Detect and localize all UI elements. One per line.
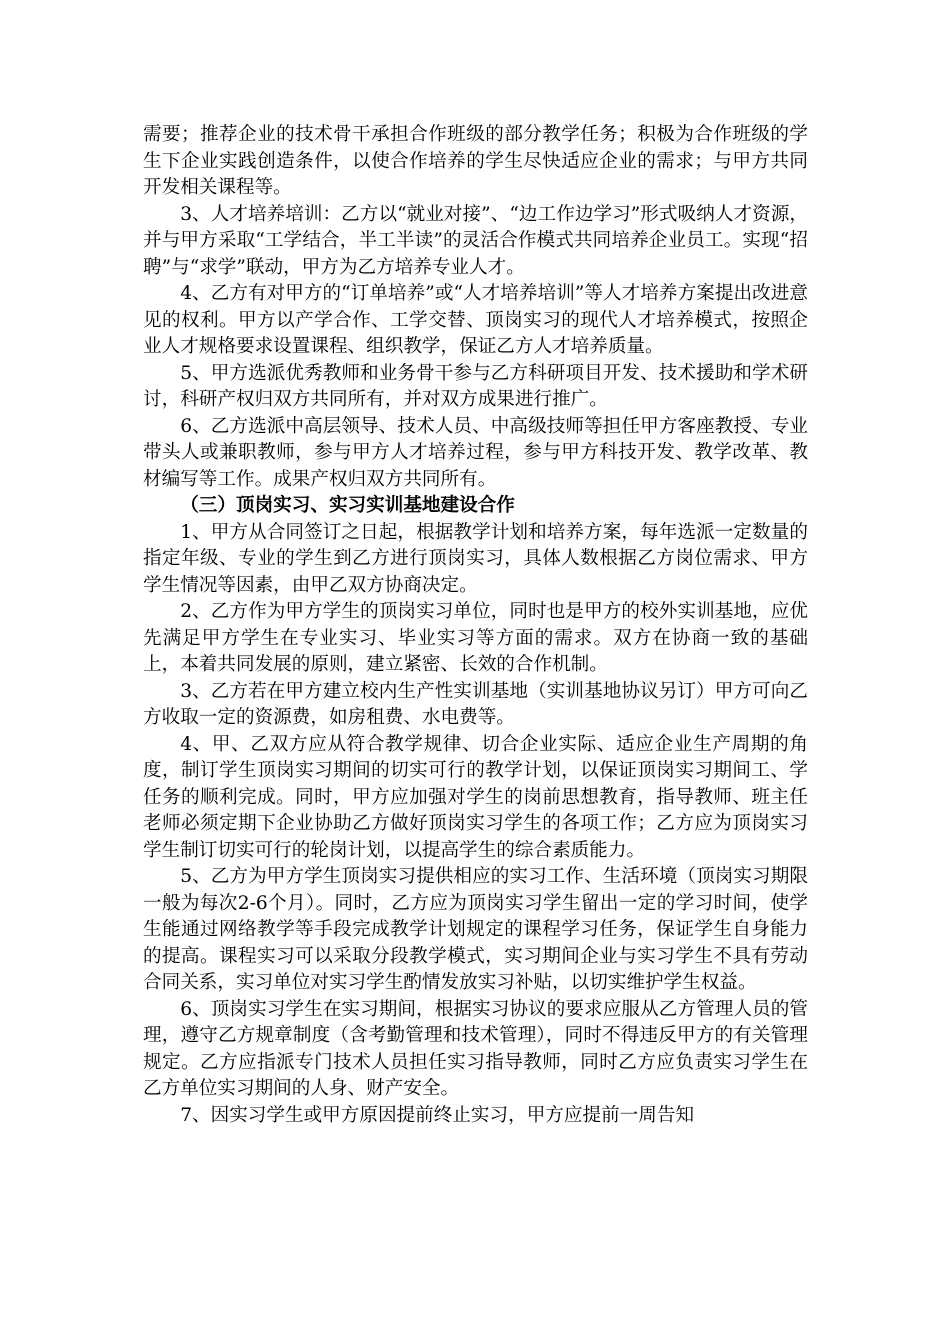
paragraph-management: 6、顶岗实习学生在实习期间，根据实习协议的要求应服从乙方管理人员的管理，遵守乙方规章制度（含考勤管理和技术管理），同时不得违反甲方的有关管理规定。乙方应指派专门技术人员担任实习指导教师，同时乙方应负责实习学生在乙方单位实习期间的人身、财产安全。 — [143, 998, 808, 1099]
document-body — [143, 122, 808, 1129]
paragraph-internship-students: 1、甲方从合同签订之日起，根据教学计划和培养方案，每年选派一定数量的指定年级、专业的学生到乙方进行顶岗实习，具体人数根据乙方岗位需求、甲方学生情况等因素，由甲乙双方协商决定。 — [143, 521, 808, 596]
paragraph-work-environment: 5、乙方为甲方学生顶岗实习提供相应的实习工作、生活环境（顶岗实习期限一般为每次2-6个月）。同时，乙方应为顶岗实习学生留出一定的学习时间，使学生能通过网络教学等手段完成教学计划规定的课程学习任务，保证学生自身能力的提高。课程实习可以采取分段教学模式，实习期间企业与实习学生不具有劳动合同关系，实习单位对实习学生酌情发放实习补贴，以切实维护学生权益。 — [143, 866, 808, 993]
paragraph-talent-training: 3、人才培养培训：乙方以“就业对接”、“边工作边学习”形式吸纳人才资源，并与甲方采取“工学结合，半工半读”的灵活合作模式共同培养企业员工。实现“招聘”与“求学”联动，甲方为乙方培养专业人才。 — [143, 203, 808, 278]
paragraph-improvement-rights: 4、乙方有对甲方的“订单培养”或“人才培养培训”等人才培养方案提出改进意见的权利。甲方以产学合作、工学交替、顶岗实习的现代人才培养模式，按照企业人才规格要求设置课程、组织教学，保证乙方人才培养质量。 — [143, 283, 808, 357]
paragraph-continuation: 需要；推荐企业的技术骨干承担合作班级的部分教学任务；积极为合作班级的学生下企业实践创造条件，以使合作培养的学生尽快适应企业的需求；与甲方共同开发相关课程等。 — [143, 124, 808, 198]
section-heading: （三）顶岗实习、实习实训基地建设合作 — [180, 495, 515, 516]
paragraph-research-cooperation: 5、甲方选派优秀教师和业务骨干参与乙方科研项目开发、技术援助和学术研讨，科研产权归双方共同所有，并对双方成果进行推广。 — [143, 362, 808, 410]
paragraph-teaching-plan: 4、甲、乙双方应从符合教学规律、切合企业实际、适应企业生产周期的角度，制订学生顶岗实习期间的切实可行的教学计划，以保证顶岗实习期间工、学任务的顺利完成。同时，甲方应加强对学生的岗前思想教育，指导教师、班主任老师必须定期下企业协助乙方做好顶岗实习学生的各项工作；乙方应为顶岗实习学生制订切实可行的轮岗计划，以提高学生的综合素质能力。 — [143, 733, 808, 861]
paragraph-termination: 7、因实习学生或甲方原因提前终止实习，甲方应提前一周告知 — [180, 1104, 695, 1126]
paragraph-visiting-professors: 6、乙方选派中高层领导、技术人员、中高级技师等担任甲方客座教授、专业带头人或兼职教师，参与甲方人才培养过程，参与甲方科技开发、教学改革、教材编写等工作。成果产权归双方共同所有。 — [143, 415, 808, 490]
paragraph-training-base: 2、乙方作为甲方学生的顶岗实习单位，同时也是甲方的校外实训基地，应优先满足甲方学生在专业实习、毕业实习等方面的需求。双方在协商一致的基础上，本着共同发展的原则，建立紧密、长效的合作机制。 — [143, 601, 808, 675]
paragraph-resource-fee: 3、乙方若在甲方建立校内生产性实训基地（实训基地协议另订）甲方可向乙方收取一定的资源费，如房租费、水电费等。 — [143, 680, 808, 728]
